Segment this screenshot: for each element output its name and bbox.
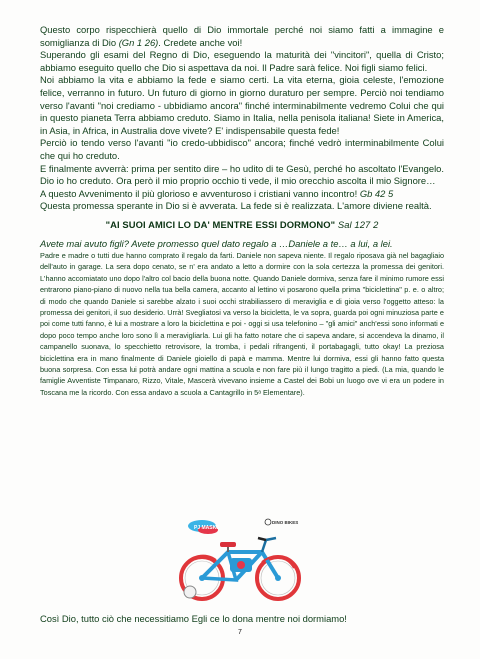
text-column [40,24,444,398]
paragraph-6 [40,188,444,201]
dino-bikes-label: DINO BIKES [272,520,299,525]
paragraph-3: Noi abbiamo la vita e abbiamo la fede e siamo certi. La vita eterna, gioia celeste, l'emozione felice, verranno in futuro. Un futuro di giorno in giorno duraturo per sempre. Perciò noi tendiamo verso l'avanti "noi crediamo - ubbidiamo ancora" finché interminabilmente vedremo Colui che qui in questo pianeta Terra abbiamo creduto. Siamo in Italia, nella penisola italiana! Siete in America, in Asia, in Africa, in Australia dove vivete? E' indispensabile questa fede! [40,74,444,136]
story-lead: Avete mai avuto figli? Avete promesso quel dato regalo a …Daniele a te… a lui, a lei. [40,237,393,249]
paragraph-7: Questa promessa sperante in Dio si è avverata. La fede si è realizzata. L'amore diviene realtà. [40,200,432,212]
pj-masks-label: PJ MASKS [194,525,220,531]
pj-masks-logo [188,520,220,534]
section-heading [40,219,444,230]
bicycle-image [166,516,316,604]
training-wheel [184,586,196,598]
paragraph-4: Perciò io tendo verso l'avanti "io credo-ubbidisco" ancora; finché vedrò interminabilmente Colui che qui ho creduto. [40,137,444,161]
dino-bikes-logo [265,519,298,525]
heading-text: "AI SUOI AMICI LO DA' MENTRE ESSI DORMONO" [105,218,336,230]
paragraph-2: Superando gli esami del Regno di Dio, eseguendo la maturità dei "vincitori", quella di Cristo; abbiamo eseguito quello che Dio si aspettava da noi. Il Padre sarà felice. Noi figli siamo felici. [40,49,444,73]
page-number: 7 [238,629,242,636]
bicycle-illustration [166,516,316,604]
paragraph-1-end: . Credete anche voi! [158,36,243,48]
paragraph-1-reference: (Gn 1 26) [118,36,159,48]
paragraph-6-text: A questo Avvenimento il più glorioso e avventuroso i cristiani vanno incontro! [40,187,358,199]
paragraph-1 [40,24,444,49]
paragraph-5: E finalmente avverrà: prima per sentito dire – ho udito di te Gesù, perché ho ascoltato l'Evangelo. Dio io ho creduto. Ora però il mio proprio occhio ti vede, il mio orecchio ascolta il mio Signore… [40,162,444,187]
closing-line: Così Dio, tutto ciò che necessitiamo Egli ce lo dona mentre noi dormiamo! [40,613,347,624]
story-body: Padre e madre o tutti due hanno comprato il regalo da farti. Daniele non sapeva niente. Il regalo riposava già nel bagagliaio dell'auto in garage. La sera dopo cenato, se n' era andato a letto a dormire con la sola certezza la promessa dei genitori. L'hanno accomiatato uno dopo l'altro col bacio della buona notte. Quando Daniele dormiva, senza fare il minimo rumore essi entrarono piano-piano di nuovo nella tua bella camera, accanto al lettino vi posarono quella prima "biciclettina" p. e. o altro; di modo che quando Daniele si sarebbe alzato i suoi occhi strabiliassero di meraviglia e di gioia verso l'oggetto atteso: la promessa dei genitori, il suo desiderio. Urrà! Svegliatosi va verso la bicicletta, le va sopra, guarda poi ogni minuziosa parte e poi come tutti fanno, è lui a mostrare a loro la biciclettina e poi - oggi si usa telefonino – "gli amici" anch'essi sono informati e dopo poco tempo anche loro sono lì a meravigliarla. Lui gli ha fatto notare che ci sapeva andare, si accendeva la dinamo, il campanello suonava, lo specchietto retrovisore, la tromba, i pedali rifrangenti, il portabagagli, tutto okay! La preziosa biciclettina era in mano finalmente di Daniele gioiello di papà e mamma. Mentre lui dormiva, essi gli hanno fatto questa buona sorpresa. Con essa lui potrà andare ogni mattina a scuola e non fare più il lungo tragitto a piedi. (La mia, quando le famiglie Avventiste Timpanaro, Rizzo, Vitale, Mascerà vivevano insieme a Castel dei Bobi un luogo ove vi era un podere in Toscana me la ricordo. Con essa andavo a scuola a Cantagrillo in 5ᵃ Elementare). [40,250,444,397]
paragraph-1-text: Questo corpo rispecchierà quello di Dio immortale perché noi siamo fatti a immagine e somiglianza di Dio [40,24,444,48]
heading-reference: Sal 127 2 [337,218,379,230]
paragraph-6-reference: Gb 42 5 [359,187,394,199]
